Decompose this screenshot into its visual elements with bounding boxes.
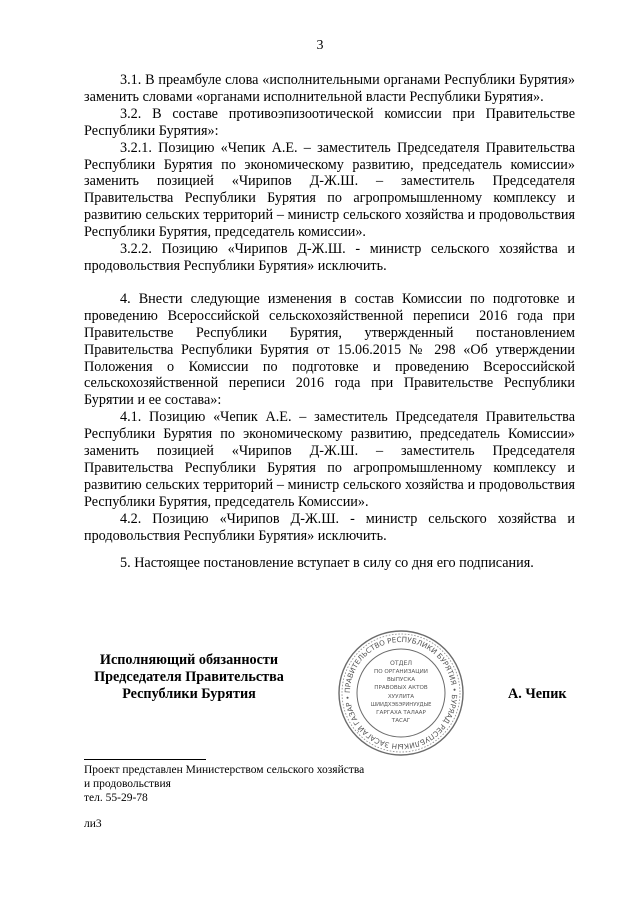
signer-position-line: Председателя Правительства (94, 668, 284, 685)
signer-position-line: Республики Бурятия (122, 685, 256, 702)
signer-position-line: Исполняющий обязанности (99, 652, 279, 668)
footnote-divider (84, 759, 206, 760)
paragraph-4-2: 4.2. Позицию «Чирипов Д-Ж.Ш. - министр сельского хозяйства и продовольствия Республики Бурятия» исключить. (84, 510, 575, 544)
paragraph-3-2: 3.2. В составе противоэпизоотической комиссии при Правительстве Республики Бурятия»: (84, 105, 575, 139)
paragraph-3-2-2: 3.2.2. Позицию «Чирипов Д-Ж.Ш. - министр сельского хозяйства и продовольствия Республики Бурятия» исключить. (84, 241, 575, 274)
stamp-ring-text: ПРАВИТЕЛЬСТВО РЕСПУБЛИКИ БУРЯТИЯ • БУРЯАД РЕСПУБЛИКЫН ЗАСАГАЙ ГАЗАР • (342, 634, 460, 752)
stamp-text-line: ПО ОРГАНИЗАЦИИ (374, 669, 428, 675)
signer-position (84, 652, 294, 703)
stamp-dotted-ring (342, 634, 460, 752)
paragraph-gap (84, 544, 575, 555)
stamp-text-line: ВЫПУСКА (386, 677, 416, 683)
footnote-phone: тел. 55-29-78 (84, 792, 148, 804)
stamp-text-line: ШИИДХЭБЭРИНУУДЫЕ (370, 702, 432, 708)
paragraph-5: 5. Настоящее постановление вступает в силу со дня его подписания. (120, 555, 534, 572)
paragraph-3-1: 3.1. В преамбуле слова «исполнительными органами Республики Бурятия» заменить словами «органами исполнительной власти Республики Бурятия». (84, 72, 575, 105)
footnote-line: Проект представлен Министерством сельского хозяйства (84, 764, 365, 776)
document-body (84, 72, 575, 572)
page-number: 3 (316, 38, 324, 53)
paragraph-3-2-1: 3.2.1. Позицию «Чепик А.Е. – заместитель Председателя Правительства Республики Бурятия по экономическому развитию, председатель комиссии» заменить позицией «Чирипов Д-Ж.Ш. – заместитель Председателя Правительства Республики Бурятия по агропромышленному комплексу и развитию сельских территорий – министр сельского хозяйства и продовольствия Республики Бурятия, председатель комиссии». (84, 139, 575, 241)
stamp-outer-ring (339, 631, 463, 755)
paragraph-gap (84, 275, 575, 291)
stamp-text-line: ОТДЕЛ (389, 660, 413, 667)
stamp-text-line: ГАРГАХА ТАЛААР (376, 710, 426, 716)
stamp-text-line: ТАСАГ (391, 718, 411, 724)
signer-name: А. Чепик (508, 686, 567, 702)
executor-code: ли3 (84, 818, 102, 830)
footnote-line: и продовольствия (84, 778, 171, 790)
stamp-text-line: ХУУЛИТА (387, 694, 415, 700)
official-stamp (336, 628, 466, 758)
paragraph-4: 4. Внести следующие изменения в состав Комиссии по подготовке и проведению Всероссийской сельскохозяйственной переписи 2016 года при Правительстве Республики Бурятия, утвержденный постановлением Правительства Республики Бурятия от 15.06.2015 № 298 «Об утверждении Положения о Комиссии по подготовке и проведению Всероссийской сельскохозяйственной переписи 2016 года при Правительстве Республики Бурятии и ее состава»: (84, 290, 575, 409)
footnote (84, 763, 444, 805)
stamp-text-line: ПРАВОВЫХ АКТОВ (374, 685, 428, 691)
paragraph-4-1: 4.1. Позицию «Чепик А.Е. – заместитель Председателя Правительства Республики Бурятия по экономическому развитию, председатель Комиссии» заменить позицией «Чирипов Д-Ж.Ш. – заместитель Председателя Правительства Республики Бурятия по агропромышленному комплексу и развитию сельских территорий – министр сельского хозяйства и продовольствия Республики Бурятия, председатель Комиссии». (84, 409, 575, 510)
